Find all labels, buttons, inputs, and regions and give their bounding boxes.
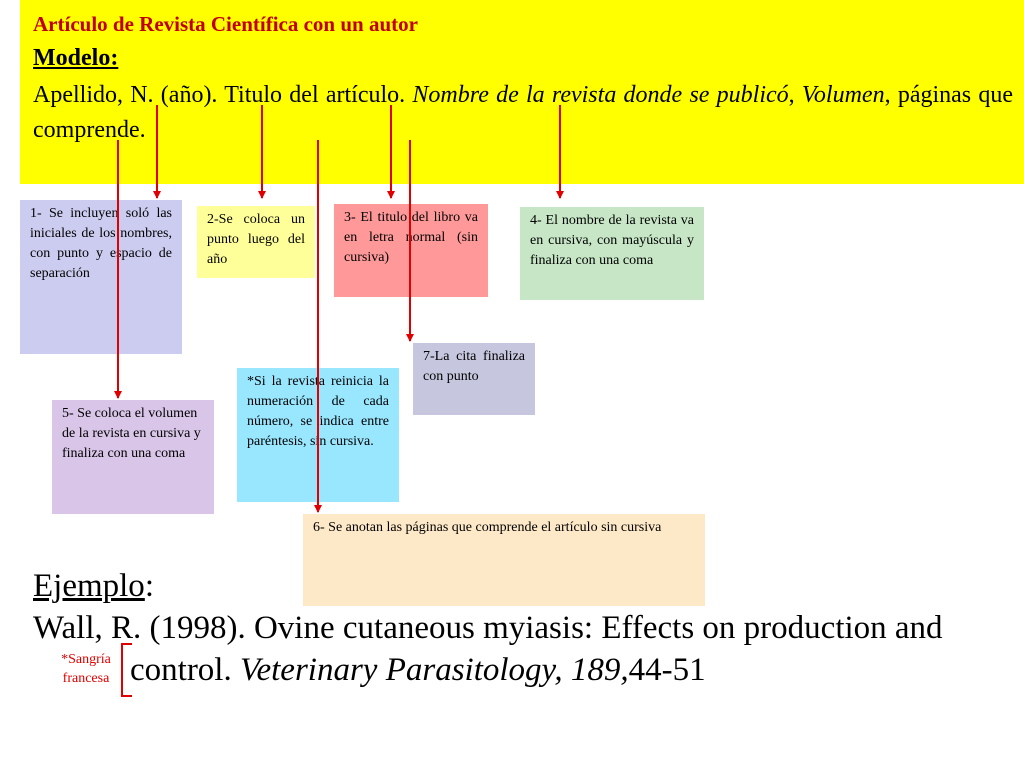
- model-label: Modelo:: [33, 45, 119, 71]
- hanging-indent-bracket: [122, 644, 132, 696]
- example-journal: Veterinary Parasitology, 189,: [239, 652, 629, 688]
- note-title-normal: 3- El titulo del libro va en letra normal (sin cursiva): [334, 204, 488, 297]
- model-journal-name: Nombre de la revista donde se publicó: [412, 82, 789, 108]
- note-year-period: 2-Se coloca un punto luego del año: [197, 206, 315, 278]
- example-label-colon: :: [144, 568, 154, 604]
- note-pages: 6- Se anotan las páginas que comprende el artículo sin cursiva: [303, 514, 705, 606]
- model-pages: , páginas que comprende.: [33, 82, 1014, 143]
- example-pages: 44-51: [628, 652, 706, 688]
- hanging-indent-note: *Sangría francesa: [61, 652, 111, 686]
- note-initials: 1- Se incluyen soló las iniciales de los nombres, con punto y espacio de separación: [20, 200, 182, 354]
- model-author-year-title: Apellido, N. (año). Titulo del artículo.: [33, 82, 413, 108]
- slide-title: Artículo de Revista Científica con un autor: [33, 12, 418, 36]
- example-title-end: control.: [130, 652, 240, 688]
- note-volume-italic: 5- Se coloca el volumen de la revista en cursiva y finaliza con una coma: [52, 400, 214, 514]
- model-separator: ,: [788, 82, 802, 108]
- note-journal-italic: 4- El nombre de la revista va en cursiva, con mayúscula y finaliza con una coma: [520, 207, 704, 300]
- note-ends-period: 7-La cita finaliza con punto: [413, 343, 535, 415]
- note-issue-number: *Si la revista reinicia la numeración de cada número, se indica entre paréntesis, sin cursiva.: [237, 368, 399, 502]
- example-citation-line1: Wall, R. (1998). Ovine cutaneous myiasis: Effects on production and: [33, 610, 943, 646]
- model-volume: Volumen: [801, 82, 885, 108]
- example-label-text: Ejemplo: [33, 568, 145, 604]
